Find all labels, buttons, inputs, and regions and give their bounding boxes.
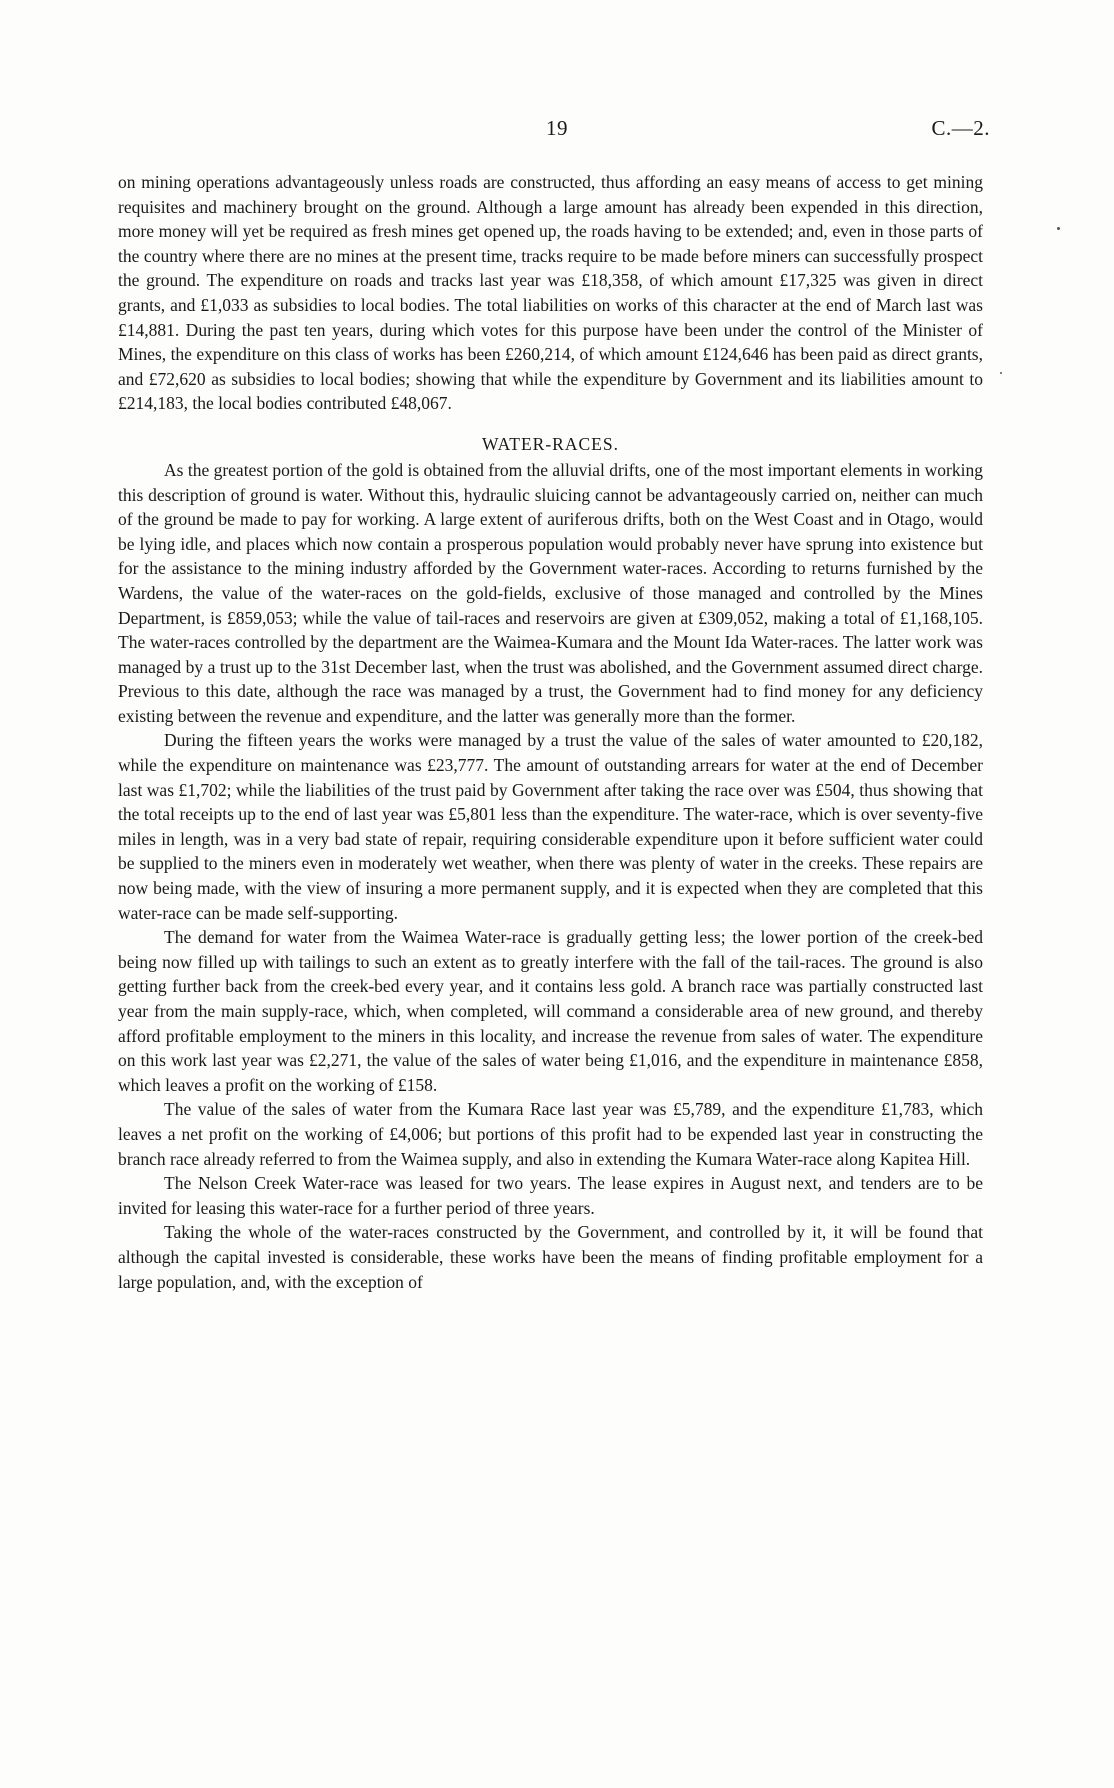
paragraph: The Nelson Creek Water-race was leased for two years. The lease expires in August next, and tenders are to be invited for leasing this water-race for a further period of three years. [118, 1173, 983, 1218]
page-number: 19 [546, 116, 568, 140]
paragraph: As the greatest portion of the gold is obtained from the alluvial drifts, one of the most important elements in working this description of ground is water. Without this, hydraulic sluicing cannot be advantageously carried on, neither can much of the ground be made to pay for working. A large extent of auriferous drifts, both on the West Coast and in Otago, would be lying idle, and places which now contain a prosperous population would probably never have sprung into existence but for the assistance to the mining industry afforded by the Government water-races. According to returns furnished by the Wardens, the value of the water-races on the gold-fields, exclusive of those managed and controlled by the Mines Department, is £859,053; while the value of tail-races and reservoirs are given at £309,052, making a total of £1,168,105. The water-races controlled by the department are the Waimea-Kumara and the Mount Ida Water-races. The latter work was managed by a trust up to the 31st December last, when the trust was abolished, and the Government assumed direct charge. Previous to this date, although the race was managed by a trust, the Government had to find money for any deficiency existing between the revenue and expenditure, and the latter was generally more than the former. [118, 459, 983, 726]
paragraph: During the fifteen years the works were managed by a trust the value of the sales of water amounted to £20,182, while the expenditure on maintenance was £23,777. The amount of outstanding arrears for water at the end of December last was £1,702; while the liabilities of the trust paid by Government after taking the race over was £504, thus showing that the total receipts up to the end of last year was £5,801 less than the expenditure. The water-race, which is over seventy-five miles in length, was in a very bad state of repair, requiring considerable expenditure upon it before sufficient water could be supplied to the miners even in moderately wet weather, when there was plenty of water in the creeks. These repairs are now being made, with the view of insuring a more permanent supply, and it is expected when they are completed that this water-race can be made self-supporting. [118, 730, 983, 923]
scan-speck [1057, 227, 1060, 230]
paragraph: The value of the sales of water from the Kumara Race last year was £5,789, and the expenditure £1,783, which leaves a net profit on the working of £4,006; but portions of this profit had to be expended last year in constructing the branch race already referred to from the Waimea supply, and also in extending the Kumara Water-race along Kapitea Hill. [118, 1099, 983, 1169]
paragraph: The demand for water from the Waimea Water-race is gradually getting less; the lower portion of the creek-bed being now filled up with tailings to such an extent as to greatly interfere with the fall of the tail-races. The ground is also getting further back from the creek-bed every year, and it contains less gold. A branch race was partially constructed last year from the main supply-race, which, when completed, will command a considerable area of new ground, and thereby afford profitable employment to the miners in this locality, and increase the revenue from sales of water. The expenditure on this work last year was £2,271, the value of the sales of water being £1,016, and the expenditure in maintenance £858, which leaves a profit on the working of £158. [118, 927, 983, 1095]
page-body [118, 170, 983, 1294]
section-heading-water-races: WATER-RACES. [482, 433, 619, 454]
paragraph-continued: on mining operations advantageously unless roads are constructed, thus affording an easy means of access to get mining requisites and machinery brought on the ground. Although a large amount has already been expended in this direction, more money will yet be required as fresh mines get opened up, the roads having to be extended; and, even in those parts of the country where there are no mines at the present time, tracks require to be made before miners can successfully prospect the ground. The expenditure on roads and tracks last year was £18,358, of which amount £17,325 was given in direct grants, and £1,033 as subsidies to local bodies. The total liabilities on works of this character at the end of March last was £14,881. During the past ten years, during which votes for this purpose have been under the control of the Minister of Mines, the expenditure on this class of works has been £260,214, of which amount £124,646 has been paid as direct grants, and £72,620 as subsidies to local bodies; showing that while the expenditure by Government and its liabilities amount to £214,183, the local bodies contributed £48,067. [118, 172, 983, 414]
document-reference: C.—2. [931, 116, 990, 140]
scan-speck [1000, 372, 1002, 374]
paragraph: Taking the whole of the water-races constructed by the Government, and controlled by it, it will be found that although the capital invested is considerable, these works have been the means of finding profitable employment for a large population, and, with the exception of [118, 1222, 983, 1292]
